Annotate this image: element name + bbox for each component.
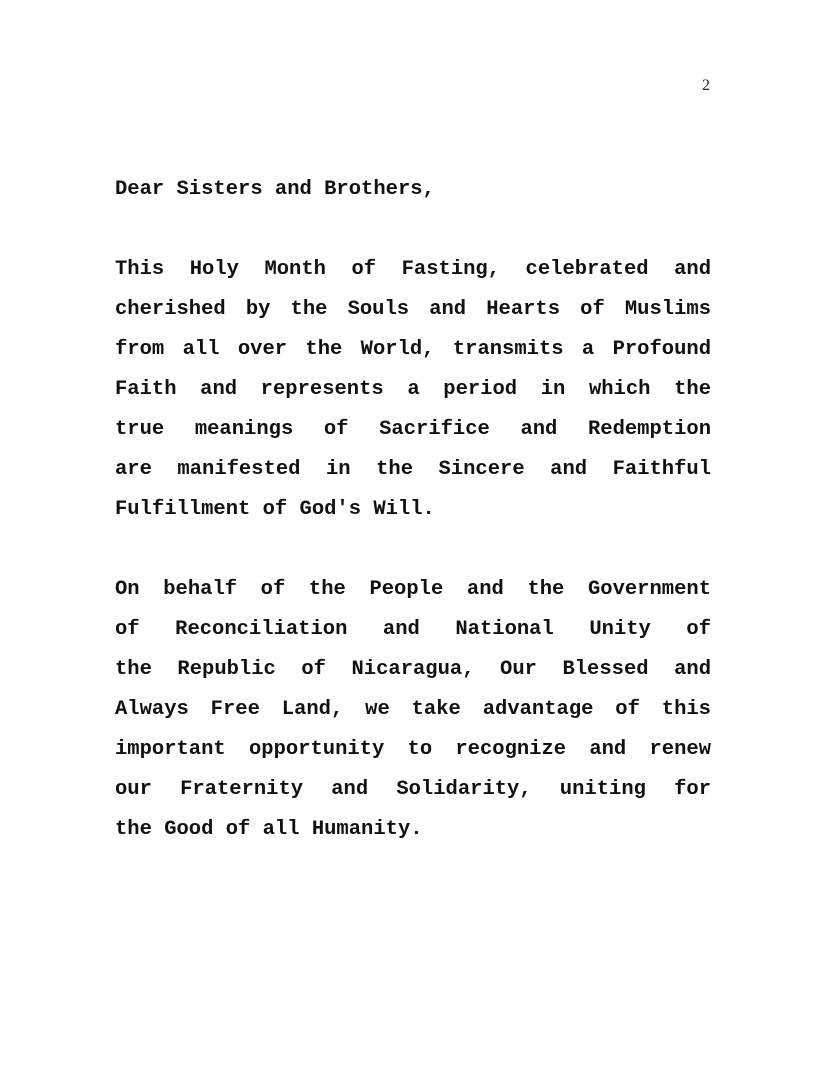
- paragraph-line: from all over the World, transmits a Profound: [115, 338, 711, 361]
- paragraph-line: This Holy Month of Fasting, celebrated and: [115, 258, 711, 281]
- paragraph-line: true meanings of Sacrifice and Redemption: [115, 418, 711, 441]
- paragraph-line: cherished by the Souls and Hearts of Muslims: [115, 298, 711, 321]
- paragraph-line: Fulfillment of God's Will.: [115, 498, 435, 521]
- paragraph-line: our Fraternity and Solidarity, uniting for: [115, 778, 711, 801]
- page-number: 2: [702, 77, 710, 94]
- salutation-text: Dear Sisters and Brothers,: [115, 178, 435, 201]
- paragraph-fasting: [115, 250, 711, 530]
- paragraph-line: of Reconciliation and National Unity of: [115, 618, 711, 641]
- paragraph-line: Always Free Land, we take advantage of this: [115, 698, 711, 721]
- salutation: [115, 170, 711, 210]
- paragraph-line: Faith and represents a period in which the: [115, 378, 711, 401]
- letter-body: [115, 170, 711, 850]
- paragraph-line: the Republic of Nicaragua, Our Blessed and: [115, 658, 711, 681]
- paragraph-line: On behalf of the People and the Government: [115, 578, 711, 601]
- paragraph-nicaragua: [115, 570, 711, 850]
- paragraph-line: the Good of all Humanity.: [115, 818, 423, 841]
- paragraph-line: important opportunity to recognize and renew: [115, 738, 711, 761]
- paragraph-line: are manifested in the Sincere and Faithful: [115, 458, 711, 481]
